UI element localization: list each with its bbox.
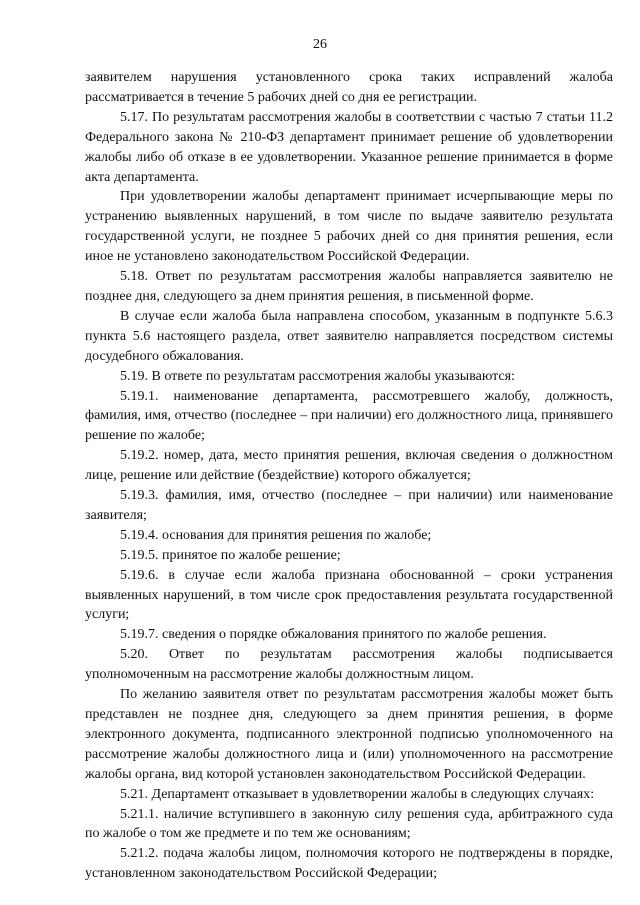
paragraph-5-19-2: 5.19.2. номер, дата, место принятия решения, включая сведения о должностном лице, решение или действие (бездействие) которого обжалуется; [85,448,613,484]
paragraph-5-19: 5.19. В ответе по результатам рассмотрения жалобы указываются: [120,368,515,384]
paragraph-5-19-5: 5.19.5. принятое по жалобе решение; [120,547,341,563]
paragraph-5-19-3: 5.19.3. фамилия, имя, отчество (последнее – при наличии) или наименование заявителя; [85,488,613,523]
document-body [85,68,613,884]
paragraph-5-18: 5.18. Ответ по результатам рассмотрения жалобы направляется заявителю не позднее дня, следующего за днем принятия решения, в письменной форме. [85,269,613,304]
paragraph-pretrial-system-response: В случае если жалоба была направлена способом, указанным в подпункте 5.6.3 пункта 5.6 настоящего раздела, ответ заявителю направляется посредством системы досудебного обжалования. [85,308,613,364]
paragraph-5-19-1: 5.19.1. наименование департамента, рассмотревшего жалобу, должность, фамилия, имя, отчество (последнее – при наличии) его должностного лица, принявшего решение по жалобе; [85,388,613,444]
paragraph-satisfaction-measures: При удовлетворении жалобы департамент принимает исчерпывающие меры по устранению выявленных нарушений, в том числе по выдаче заявителю результата государственной услуги, не позднее 5 рабочих дней со дня принятия решения, если иное не установлено законодательством Российской Федерации. [85,189,613,265]
paragraph-5-19-7: 5.19.7. сведения о порядке обжалования принятого по жалобе решения. [120,627,547,643]
paragraph-5-17: 5.17. По результатам рассмотрения жалобы в соответствии с частью 7 статьи 11.2 Федерального закона № 210-ФЗ департамент принимает решение об удовлетворении жалобы либо об отказе в ее удовлетворении. Указанное решение принимается в форме акта департамента. [85,109,613,185]
paragraph-continuation: заявителем нарушения установленного срока таких исправлений жалоба рассматривается в течение 5 рабочих дней со дня ее регистрации. [85,70,613,105]
paragraph-5-19-4: 5.19.4. основания для принятия решения по жалобе; [120,527,432,543]
page-number: 26 [313,37,327,52]
paragraph-5-21-2: 5.21.2. подача жалобы лицом, полномочия которого не подтверждены в порядке, установленном законодательством Российской Федерации; [85,846,613,882]
paragraph-5-21-1: 5.21.1. наличие вступившего в законную силу решения суда, арбитражного суда по жалобе о том же предмете и по тем же основаниям; [85,806,613,842]
paragraph-electronic-response: По желанию заявителя ответ по результатам рассмотрения жалобы может быть представлен не позднее дня, следующего за днем принятия решения, в форме электронного документа, подписанного электронной подписью уполномоченного на рассмотрение жалобы должностного лица и (или) уполномоченного на рассмотрение жалобы органа, вид которой установлен законодательством Российской Федерации. [85,687,613,782]
paragraph-5-20: 5.20. Ответ по результатам рассмотрения жалобы подписывается уполномоченным на рассмотрение жалобы должностным лицом. [85,647,613,683]
paragraph-5-21: 5.21. Департамент отказывает в удовлетворении жалобы в следующих случаях: [120,786,595,802]
paragraph-5-19-6: 5.19.6. в случае если жалоба признана обоснованной – сроки устранения выявленных нарушений, в том числе срок предоставления результата государственной услуги; [85,567,613,623]
